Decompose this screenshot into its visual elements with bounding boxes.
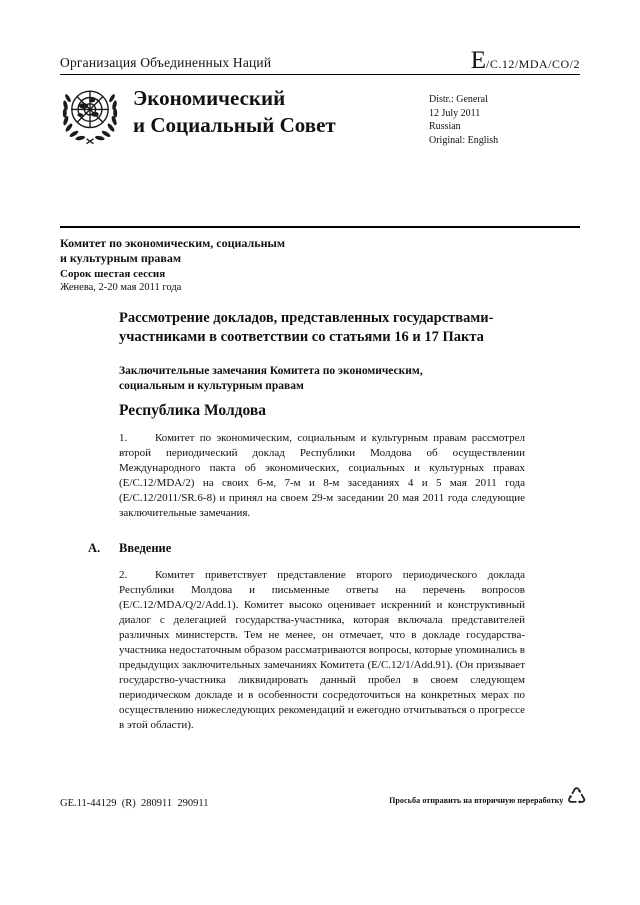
header-divider-line xyxy=(60,74,580,75)
paragraph-1-text: Комитет по экономическим, социальным и культурным правам рассмотрел второй периодический доклад Республики Молдова об осуществлении Международного пакта об экономических, социальных и культурных правах (E/C.12/MDA/2) на своих 6-м, 7-м и 8-м заседаниях 4 и 5 мая 2011 года (E/C.12/2011/SR.6-8) и принял на своем 29-м заседании 20 мая 2011 года следующие заключительные замечания. xyxy=(119,432,525,519)
un-emblem-icon xyxy=(55,80,125,150)
council-title-line2: и Социальный Совет xyxy=(133,113,336,137)
paragraph-2-number: 2. xyxy=(119,569,128,581)
section-a-heading xyxy=(88,541,171,556)
session-location: Женева, 2-20 мая 2011 года xyxy=(60,282,182,293)
document-symbol xyxy=(471,48,580,73)
masthead-divider-line xyxy=(60,226,580,228)
paragraph-2-text: Комитет приветствует представление второго периодического доклада Республики Молдова и письменные ответы на перечень вопросов (E/C.12/MDA/Q/2/Add.1). Комитет высоко оценивает искренний и конструктивный диалог с делегацией государства-участника, которая включала представителей различных министерств. Тем не менее, он отмечает, что в докладе государства-участника недостаточным образом рассматриваются вопросы, которые упоминались в предыдущих заключительных замечаниях Комитета (E/C.12/1/Add.91). (Он призывает государство-участника ликвидировать данный пробел в своем следующем периодическом докладе и в особенности сосредоточиться на конкретных мерах по осуществлению нижеследующих рекомендаций и ежегодно отчитываться о прогрессе в этой области). xyxy=(119,569,525,731)
committee-block xyxy=(60,236,285,294)
document-title: Рассмотрение докладов, представленных государствами-участниками в соответствии со статьями 16 и 17 Пакта xyxy=(119,310,494,345)
document-symbol-initial: E xyxy=(470,47,486,74)
document-subtitle: Заключительные замечания Комитета по экономическим, социальным и культурным правам xyxy=(119,365,423,392)
distr-language: Russian xyxy=(429,121,461,132)
un-organization-name: Организация Объединенных Наций xyxy=(60,55,272,70)
session-title: Сорок шестая сессия xyxy=(60,268,166,280)
committee-name-line2: и культурным правам xyxy=(60,251,182,265)
distribution-block xyxy=(429,93,498,147)
country-heading: Республика Молдова xyxy=(119,402,266,419)
distr-original: Original: English xyxy=(429,134,499,146)
council-title-line1: Экономический xyxy=(133,86,286,110)
paragraph-1-number: 1. xyxy=(119,432,128,444)
recycle-note-text: Просьба отправить на вторичную переработку xyxy=(389,796,564,805)
distr-line: Distr.: General xyxy=(429,94,488,105)
section-a-title: Введение xyxy=(119,541,172,555)
council-title xyxy=(133,85,336,139)
paragraph-2 xyxy=(119,568,525,733)
recycle-note xyxy=(389,786,587,809)
distr-date: 12 July 2011 xyxy=(429,107,481,119)
paragraph-1 xyxy=(119,431,525,521)
recycle-icon: ♺ xyxy=(566,784,587,810)
section-a-label: A. xyxy=(88,541,101,555)
document-symbol-rest: /C.12/MDA/CO/2 xyxy=(485,57,580,71)
committee-name-line1: Комитет по экономическим, социальным xyxy=(60,236,286,250)
ge-document-code: GE.11-44129 (R) 280911 290911 xyxy=(60,798,209,809)
